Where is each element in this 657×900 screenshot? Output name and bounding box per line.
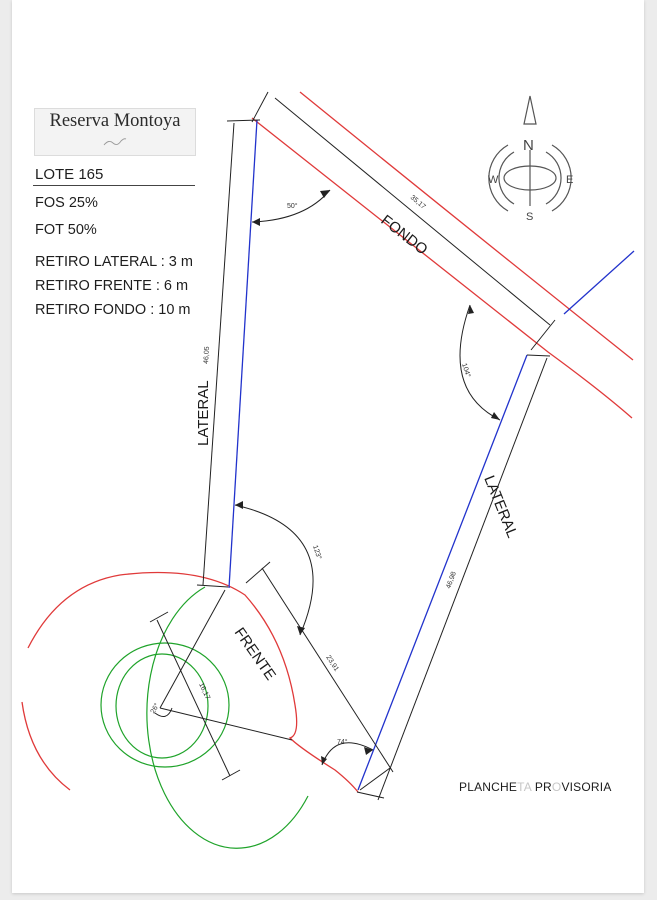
dim-label-radius: 16,17 — [197, 681, 211, 701]
angle-label-bottom-right: 74° — [337, 739, 348, 746]
dim-frente-ext-a — [246, 562, 270, 583]
angle-arcs — [155, 190, 500, 765]
street-line-top-inner — [252, 118, 632, 418]
dim-label-fondo: 35,17 — [408, 194, 427, 211]
lot-number: LOTE 165 — [35, 166, 104, 183]
angle-arc-bottom-right — [322, 743, 373, 765]
radius-line-a — [160, 590, 225, 708]
arrowhead — [235, 501, 243, 509]
cul-de-sac-boundary — [28, 573, 358, 793]
arrowhead — [491, 412, 500, 420]
radius-line-b — [160, 708, 292, 740]
footer-part-2: TA — [517, 780, 532, 794]
compass-n: N — [523, 137, 534, 154]
angle-label-bottom-left: 123° — [311, 544, 323, 561]
dim-label-lateral-right: 46,98 — [445, 570, 458, 590]
dim-fondo-offset — [275, 98, 550, 325]
dim-radius-ext-a — [150, 612, 168, 622]
contour-ring-middle — [101, 643, 229, 767]
dim-lateral-right-ext-a — [527, 355, 550, 356]
dim-label-frente: 23,91 — [324, 654, 340, 673]
setback-neighbor — [564, 251, 634, 314]
setback-lines — [229, 120, 634, 790]
dim-radius-ext-b — [222, 770, 240, 780]
angle-label-center: 26° — [149, 702, 162, 715]
compass-s: S — [526, 211, 534, 223]
dimension-labels — [149, 194, 472, 746]
setback-lateral-left — [229, 120, 257, 588]
plan-status-label — [459, 780, 612, 794]
compass-e: E — [566, 174, 574, 186]
spec-fot: FOT 50% — [35, 222, 97, 238]
contour-ring-inner — [116, 654, 208, 758]
edge-labels — [195, 212, 521, 684]
compass-arc-inner — [546, 152, 561, 204]
lot-underline — [33, 185, 195, 186]
footer-part-4: O — [551, 780, 562, 794]
spec-retiro-frente: RETIRO FRENTE : 6 m — [35, 278, 189, 294]
setback-lateral-right — [358, 355, 527, 790]
dim-lateral-right-offset — [378, 358, 547, 800]
edge-label-lateral-right: LATERAL — [480, 473, 521, 541]
dim-lateral-left-ext-b — [197, 585, 228, 587]
angle-arc-bottom-left — [235, 505, 313, 635]
arrowhead — [320, 190, 330, 198]
cul-de-sac-outer-arc — [22, 702, 70, 790]
footer-part-5: VISORIA — [561, 780, 612, 794]
angle-label-top-left: 50° — [287, 203, 298, 210]
dim-fondo-ext-a — [252, 92, 268, 122]
spec-retiro-lateral: RETIRO LATERAL : 3 m — [35, 254, 193, 270]
logo-wave-icon — [103, 137, 127, 147]
logo-name: Reserva Montoya — [49, 111, 181, 131]
dim-fondo-ext-b — [531, 320, 555, 350]
spec-fos: FOS 25% — [35, 195, 98, 211]
edge-label-frente: FRENTE — [230, 624, 280, 684]
compass-arc-inner — [499, 152, 514, 204]
spec-retiro-fondo: RETIRO FONDO : 10 m — [35, 302, 191, 318]
compass-w: W — [488, 174, 499, 186]
street-line-top-outer — [300, 92, 633, 360]
compass-north-arrow — [524, 96, 536, 124]
angle-label-top-right: 104° — [460, 362, 472, 379]
footer-part-1: PLANCHE — [459, 780, 518, 794]
street-boundaries — [22, 92, 633, 792]
logo — [34, 108, 196, 156]
footer-part-3: PR — [531, 780, 552, 794]
arrowhead — [252, 218, 260, 226]
edge-label-lateral-left: LATERAL — [195, 380, 212, 446]
dim-frente-offset — [262, 568, 393, 772]
angle-arrowheads — [235, 190, 500, 765]
edge-label-fondo: FONDO — [377, 211, 431, 259]
dim-radius-offset — [157, 620, 230, 776]
dim-label-lateral-left: 46,05 — [203, 346, 211, 365]
